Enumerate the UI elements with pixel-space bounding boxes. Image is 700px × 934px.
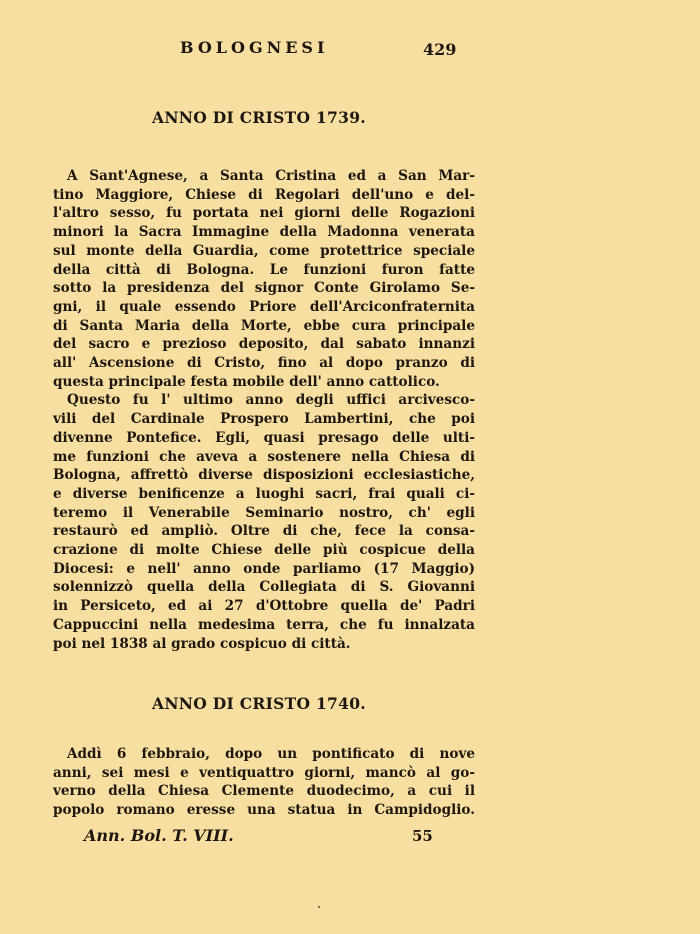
signature-mark: Ann. Bol. T. VIII. xyxy=(84,826,234,845)
section-heading-1739: ANNO DI CRISTO 1739. xyxy=(152,108,366,127)
paper-speck xyxy=(318,906,320,908)
text-line: tino Maggiore, Chiese di Regolari dell'uno e del- xyxy=(53,186,475,203)
text-line: poi nel 1838 al grado cospicuo di città. xyxy=(53,635,351,652)
text-line: me funzioni che aveva a sostenere nella Chiesa di xyxy=(53,448,475,465)
text-line: popolo romano eresse una statua in Campidoglio. xyxy=(53,802,475,819)
text-line: Questo fu l' ultimo anno degli uffici arcivesco- xyxy=(67,392,475,409)
text-line: all' Ascensione di Cristo, fino al dopo pranzo di xyxy=(53,355,475,372)
section-body-1740 xyxy=(53,745,475,820)
running-head: BOLOGNESI xyxy=(180,38,329,57)
text-line: Cappuccini nella medesima terra, che fu innalzata xyxy=(53,616,475,633)
text-line: sotto la presidenza del signor Conte Girolamo Se- xyxy=(53,280,475,297)
page-number: 429 xyxy=(423,40,457,59)
text-line: A Sant'Agnese, a Santa Cristina ed a San Mar- xyxy=(67,168,475,184)
text-line: questa principale festa mobile dell' anno cattolico. xyxy=(53,373,440,390)
text-line: gni, il quale essendo Priore dell'Arciconfraternita xyxy=(53,298,475,315)
text-line: della città di Bologna. Le funzioni furon fatte xyxy=(53,261,475,278)
text-line: Diocesi: e nell' anno onde parliamo (17 Maggio) xyxy=(53,560,475,577)
text-line: e diverse benificenze a luoghi sacri, frai quali ci- xyxy=(53,485,475,502)
text-line: teremo il Venerabile Seminario nostro, ch' egli xyxy=(53,504,475,521)
signature-number: 55 xyxy=(412,827,433,845)
text-line: solennizzò quella della Collegiata di S. Giovanni xyxy=(53,579,475,596)
text-line: l'altro sesso, fu portata nei giorni delle Rogazioni xyxy=(53,205,475,222)
text-line: restaurò ed ampliò. Oltre di che, fece la consa- xyxy=(53,523,475,540)
text-line: Addì 6 febbraio, dopo un pontificato di nove xyxy=(67,746,475,762)
text-line: anni, sei mesi e ventiquattro giorni, mancò al go- xyxy=(53,764,475,781)
text-line: del sacro e prezioso deposito, dal sabato innanzi xyxy=(53,336,475,353)
text-line: vili del Cardinale Prospero Lambertini, che poi xyxy=(53,411,475,428)
text-line: sul monte della Guardia, come protettrice speciale xyxy=(53,242,475,259)
text-line: divenne Pontefice. Egli, quasi presago delle ulti- xyxy=(53,429,475,446)
text-line: verno della Chiesa Clemente duodecimo, a cui il xyxy=(53,783,475,800)
text-line: di Santa Maria della Morte, ebbe cura principale xyxy=(53,317,475,334)
section-body-1739 xyxy=(53,167,475,653)
text-line: Bologna, affrettò diverse disposizioni ecclesiastiche, xyxy=(53,467,475,484)
text-line: in Persiceto, ed ai 27 d'Ottobre quella de' Padri xyxy=(53,598,475,615)
text-line: minori la Sacra Immagine della Madonna venerata xyxy=(53,224,475,241)
section-heading-1740: ANNO DI CRISTO 1740. xyxy=(152,694,366,713)
text-line: crazione di molte Chiese delle più cospicue della xyxy=(53,542,475,559)
